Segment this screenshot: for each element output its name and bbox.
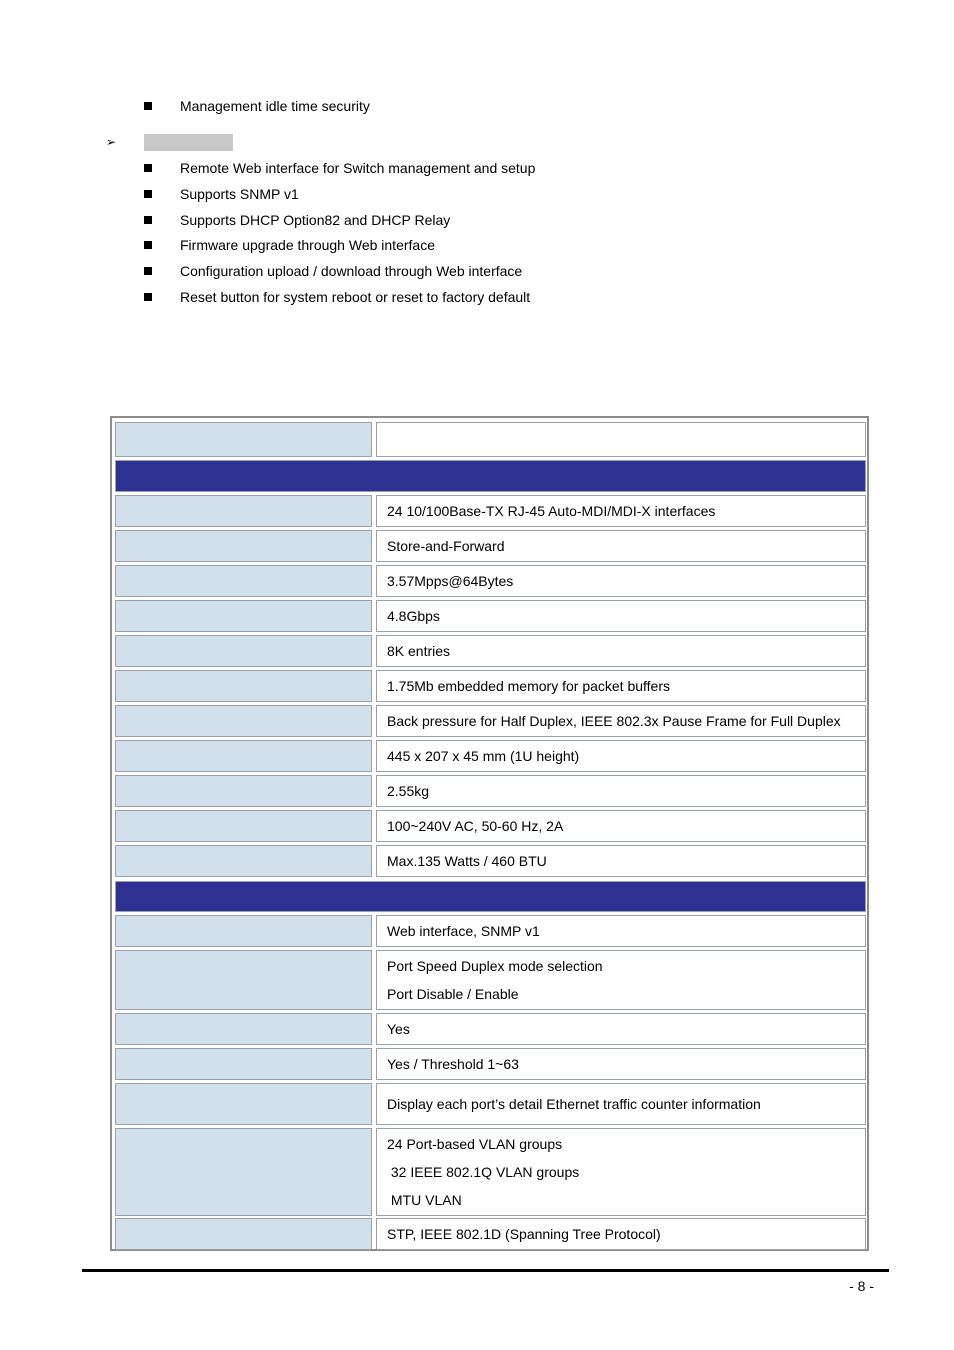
label-cell bbox=[115, 950, 372, 1010]
cell-text: Display each port’s detail Ethernet traffic counter information bbox=[387, 1096, 761, 1112]
label-cell bbox=[115, 740, 372, 772]
square-bullet-icon bbox=[144, 267, 152, 275]
square-bullet-icon bbox=[144, 164, 152, 172]
cell-text: Port Speed Duplex mode selection bbox=[387, 958, 603, 974]
table-row bbox=[115, 775, 866, 807]
cell-text: Yes / Threshold 1~63 bbox=[387, 1056, 519, 1072]
cell-text: 4.8Gbps bbox=[387, 608, 440, 624]
value-cell bbox=[376, 1013, 866, 1045]
cell-text: STP, IEEE 802.1D (Spanning Tree Protocol) bbox=[387, 1226, 661, 1242]
list-item-text: Configuration upload / download through Web interface bbox=[180, 263, 523, 279]
table-row bbox=[115, 1013, 866, 1045]
label-cell bbox=[115, 635, 372, 667]
value-cell bbox=[376, 915, 866, 947]
table-row bbox=[115, 705, 866, 737]
value-cell bbox=[376, 740, 866, 772]
square-bullet-icon bbox=[144, 241, 152, 249]
value-cell bbox=[376, 1048, 866, 1080]
table-row bbox=[115, 670, 866, 702]
table-row bbox=[115, 915, 866, 947]
value-cell bbox=[376, 495, 866, 527]
cell-text: Yes bbox=[387, 1021, 410, 1037]
label-cell bbox=[115, 600, 372, 632]
label-cell bbox=[115, 1013, 372, 1045]
footer-rule bbox=[82, 1269, 889, 1272]
table-row bbox=[115, 1048, 866, 1080]
value-cell bbox=[376, 705, 866, 737]
cell-text: 24 Port-based VLAN groups bbox=[387, 1136, 563, 1152]
value-cell bbox=[376, 422, 866, 457]
cell-text: Store-and-Forward bbox=[387, 538, 505, 554]
cell-text: Back pressure for Half Duplex, IEEE 802.3x Pause Frame for Full Duplex bbox=[387, 713, 841, 729]
table-row bbox=[115, 950, 866, 1010]
list-item bbox=[144, 184, 299, 204]
list-item bbox=[144, 158, 535, 178]
square-bullet-icon bbox=[144, 190, 152, 198]
label-cell bbox=[115, 1048, 372, 1080]
cell-text: 32 IEEE 802.1Q VLAN groups bbox=[387, 1164, 580, 1180]
value-cell bbox=[376, 775, 866, 807]
cell-text: Port Disable / Enable bbox=[387, 986, 519, 1002]
table-row bbox=[115, 740, 866, 772]
square-bullet-icon bbox=[144, 102, 152, 110]
cell-text: 8K entries bbox=[387, 643, 451, 659]
list-item bbox=[144, 96, 370, 116]
list-item-text: Reset button for system reboot or reset to factory default bbox=[180, 289, 531, 305]
list-item bbox=[144, 261, 522, 281]
list-item-text: Supports SNMP v1 bbox=[180, 186, 299, 202]
value-cell bbox=[376, 1128, 866, 1216]
table-row bbox=[115, 422, 866, 457]
section-header-software bbox=[115, 881, 866, 912]
value-cell bbox=[376, 950, 866, 1010]
label-cell bbox=[115, 845, 372, 877]
label-cell bbox=[115, 565, 372, 597]
section-header-hardware bbox=[115, 460, 866, 492]
label-cell bbox=[115, 1128, 372, 1216]
cell-text: Web interface, SNMP v1 bbox=[387, 923, 540, 939]
page-number: - 8 - bbox=[849, 1278, 874, 1294]
table-row bbox=[115, 845, 866, 877]
value-cell bbox=[376, 635, 866, 667]
list-item bbox=[144, 210, 450, 230]
table-row bbox=[115, 530, 866, 562]
list-item-text: Management idle time security bbox=[180, 98, 370, 114]
table-row bbox=[115, 565, 866, 597]
square-bullet-icon bbox=[144, 216, 152, 224]
cell-text: 3.57Mpps@64Bytes bbox=[387, 573, 514, 589]
section-heading-highlight bbox=[144, 134, 233, 151]
label-cell bbox=[115, 915, 372, 947]
table-row bbox=[115, 1128, 866, 1216]
value-cell bbox=[376, 845, 866, 877]
cell-text: Max.135 Watts / 460 BTU bbox=[387, 853, 547, 869]
list-item bbox=[144, 287, 530, 307]
list-item-text: Remote Web interface for Switch management and setup bbox=[180, 160, 536, 176]
value-cell bbox=[376, 600, 866, 632]
label-cell bbox=[115, 810, 372, 842]
value-cell bbox=[376, 1218, 866, 1250]
table-row bbox=[115, 1083, 866, 1125]
value-cell bbox=[376, 530, 866, 562]
value-cell bbox=[376, 565, 866, 597]
table-row bbox=[115, 810, 866, 842]
value-cell bbox=[376, 1083, 866, 1125]
list-item-text: Firmware upgrade through Web interface bbox=[180, 237, 435, 253]
cell-text: MTU VLAN bbox=[387, 1192, 462, 1208]
table-row bbox=[115, 600, 866, 632]
table-row bbox=[115, 495, 866, 527]
value-cell bbox=[376, 670, 866, 702]
label-cell bbox=[115, 705, 372, 737]
label-cell bbox=[115, 1218, 372, 1250]
list-item bbox=[144, 235, 435, 255]
label-cell bbox=[115, 495, 372, 527]
cell-text: 24 10/100Base-TX RJ-45 Auto-MDI/MDI-X interfaces bbox=[387, 503, 716, 519]
square-bullet-icon bbox=[144, 293, 152, 301]
table-row bbox=[115, 1218, 866, 1250]
table-row bbox=[115, 635, 866, 667]
label-cell bbox=[115, 670, 372, 702]
label-cell bbox=[115, 422, 372, 457]
label-cell bbox=[115, 775, 372, 807]
cell-text: 2.55kg bbox=[387, 783, 430, 799]
cell-text: 100~240V AC, 50-60 Hz, 2A bbox=[387, 818, 564, 834]
value-cell bbox=[376, 810, 866, 842]
cell-text: 1.75Mb embedded memory for packet buffers bbox=[387, 678, 671, 694]
cell-text: 445 x 207 x 45 mm (1U height) bbox=[387, 748, 580, 764]
label-cell bbox=[115, 530, 372, 562]
list-item-text: Supports DHCP Option82 and DHCP Relay bbox=[180, 212, 451, 228]
arrow-bullet-icon: ➢ bbox=[106, 135, 117, 149]
label-cell bbox=[115, 1083, 372, 1125]
